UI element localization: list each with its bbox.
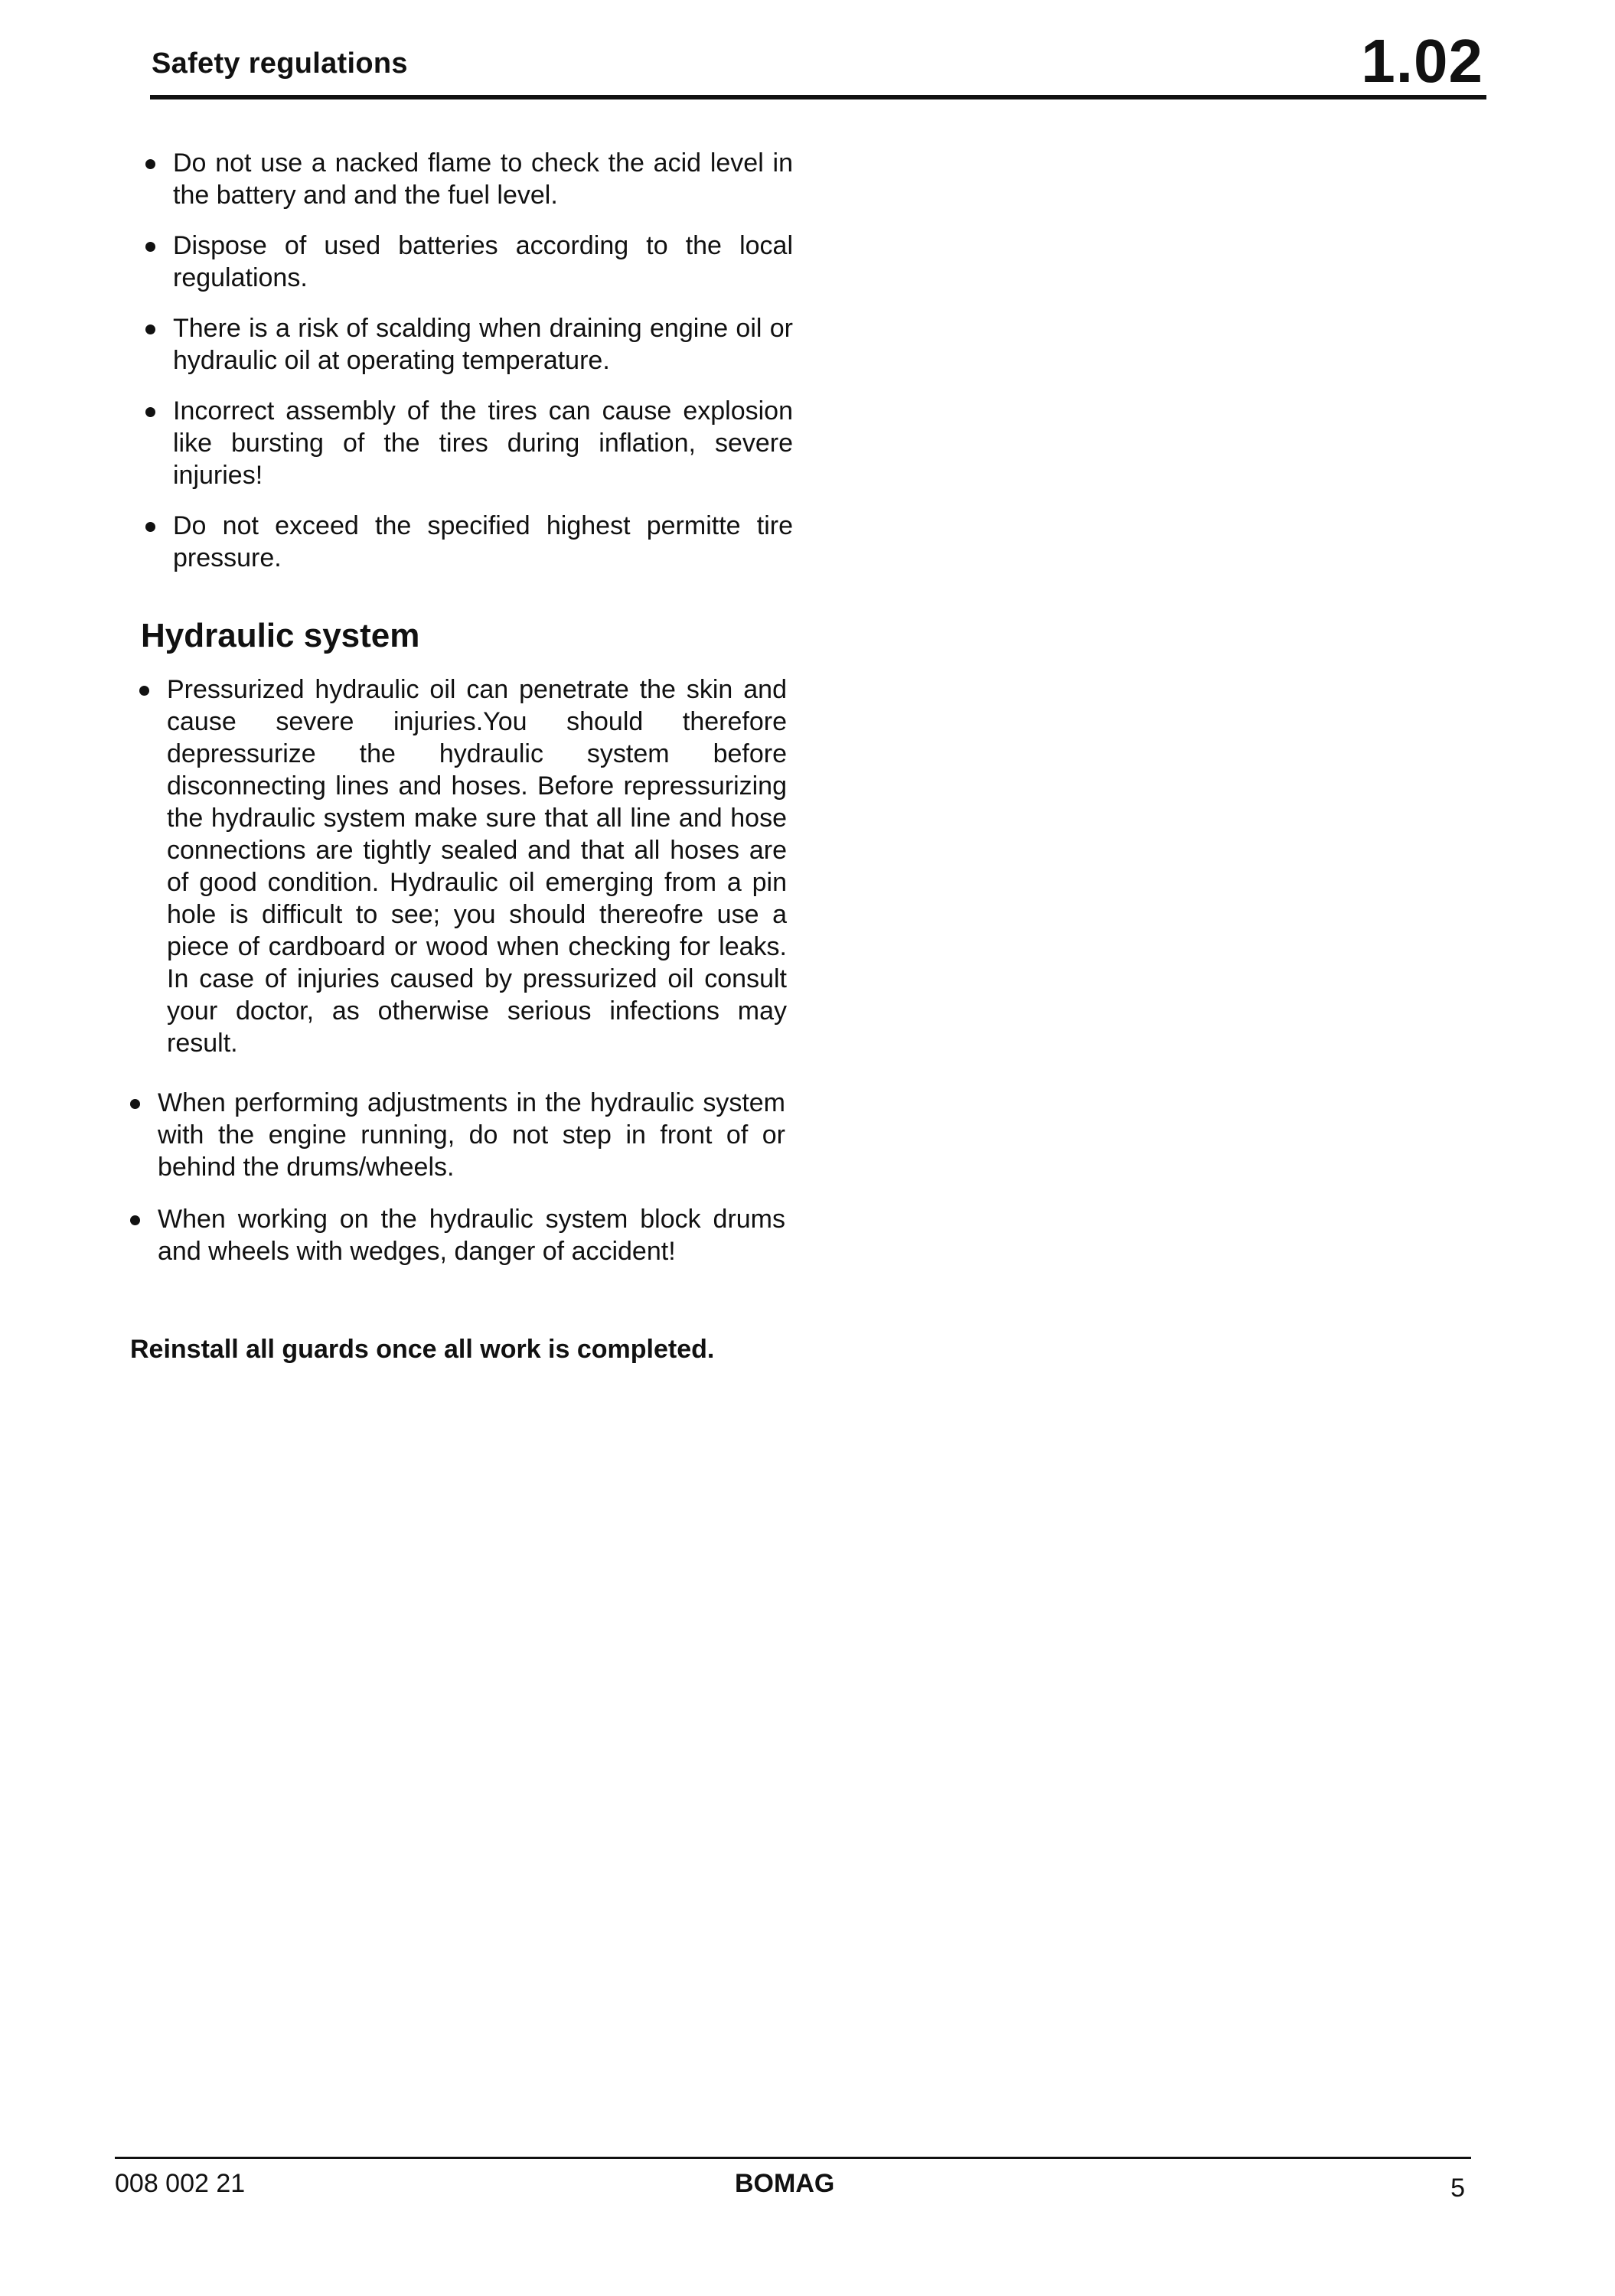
list-item-text: There is a risk of scalding when draining engine oil or hydraulic oil at operating temperature. xyxy=(173,314,793,375)
footer-divider xyxy=(115,2157,1471,2159)
brand-name: BOMAG xyxy=(735,2169,835,2198)
bullet-icon xyxy=(139,686,149,696)
list-item xyxy=(127,1087,785,1183)
list-item xyxy=(142,510,793,574)
bullet-icon xyxy=(145,407,155,417)
final-note: Reinstall all guards once all work is completed. xyxy=(130,1335,715,1364)
list-item xyxy=(142,230,793,294)
list-item xyxy=(142,147,793,211)
header-divider xyxy=(150,95,1486,99)
list-item xyxy=(142,395,793,491)
bullet-icon xyxy=(145,159,155,169)
list-item-text: Dispose of used batteries according to the local regulations. xyxy=(173,231,793,292)
page-title: Safety regulations xyxy=(152,47,408,80)
list-item-text: Do not use a nacked flame to check the acid level in the battery and and the fuel level. xyxy=(173,148,793,210)
bullet-icon xyxy=(130,1099,140,1109)
bullet-icon xyxy=(145,242,155,252)
bullet-icon xyxy=(145,522,155,532)
list-item-text: Do not exceed the specified highest permitte tire pressure. xyxy=(173,511,793,572)
hydraulic-section-heading: Hydraulic system xyxy=(141,617,420,654)
bullet-icon xyxy=(145,325,155,334)
list-item xyxy=(127,1203,785,1267)
list-item xyxy=(142,312,793,377)
document-code: 008 002 21 xyxy=(115,2169,246,2198)
section-number: 1.02 xyxy=(1361,27,1483,95)
list-item xyxy=(136,673,787,1059)
list-item-text: Incorrect assembly of the tires can cause explosion like bursting of the tires during inflation, severe injuries! xyxy=(173,396,793,490)
list-item-text: Pressurized hydraulic oil can penetrate the skin and cause severe injuries.You should therefore depressurize the hydraulic system before disconnecting lines and hoses. Before repressurizing the hydraulic system make sure that all line and hose connections are tightly sealed and that all hoses are of good condition. Hydraulic oil emerging from a pin hole is difficult to see; you should thereofre use a piece of cardboard or wood when checking for leaks. In case of injuries caused by pressurized oil consult your doctor, as otherwise serious infections may result. xyxy=(167,675,787,1058)
page-number: 5 xyxy=(1450,2174,1465,2203)
list-item-text: When performing adjustments in the hydraulic system with the engine running, do not step in front of or behind the drums/wheels. xyxy=(158,1088,785,1182)
list-item-text: When working on the hydraulic system block drums and wheels with wedges, danger of accident! xyxy=(158,1205,785,1266)
bullet-icon xyxy=(130,1215,140,1225)
